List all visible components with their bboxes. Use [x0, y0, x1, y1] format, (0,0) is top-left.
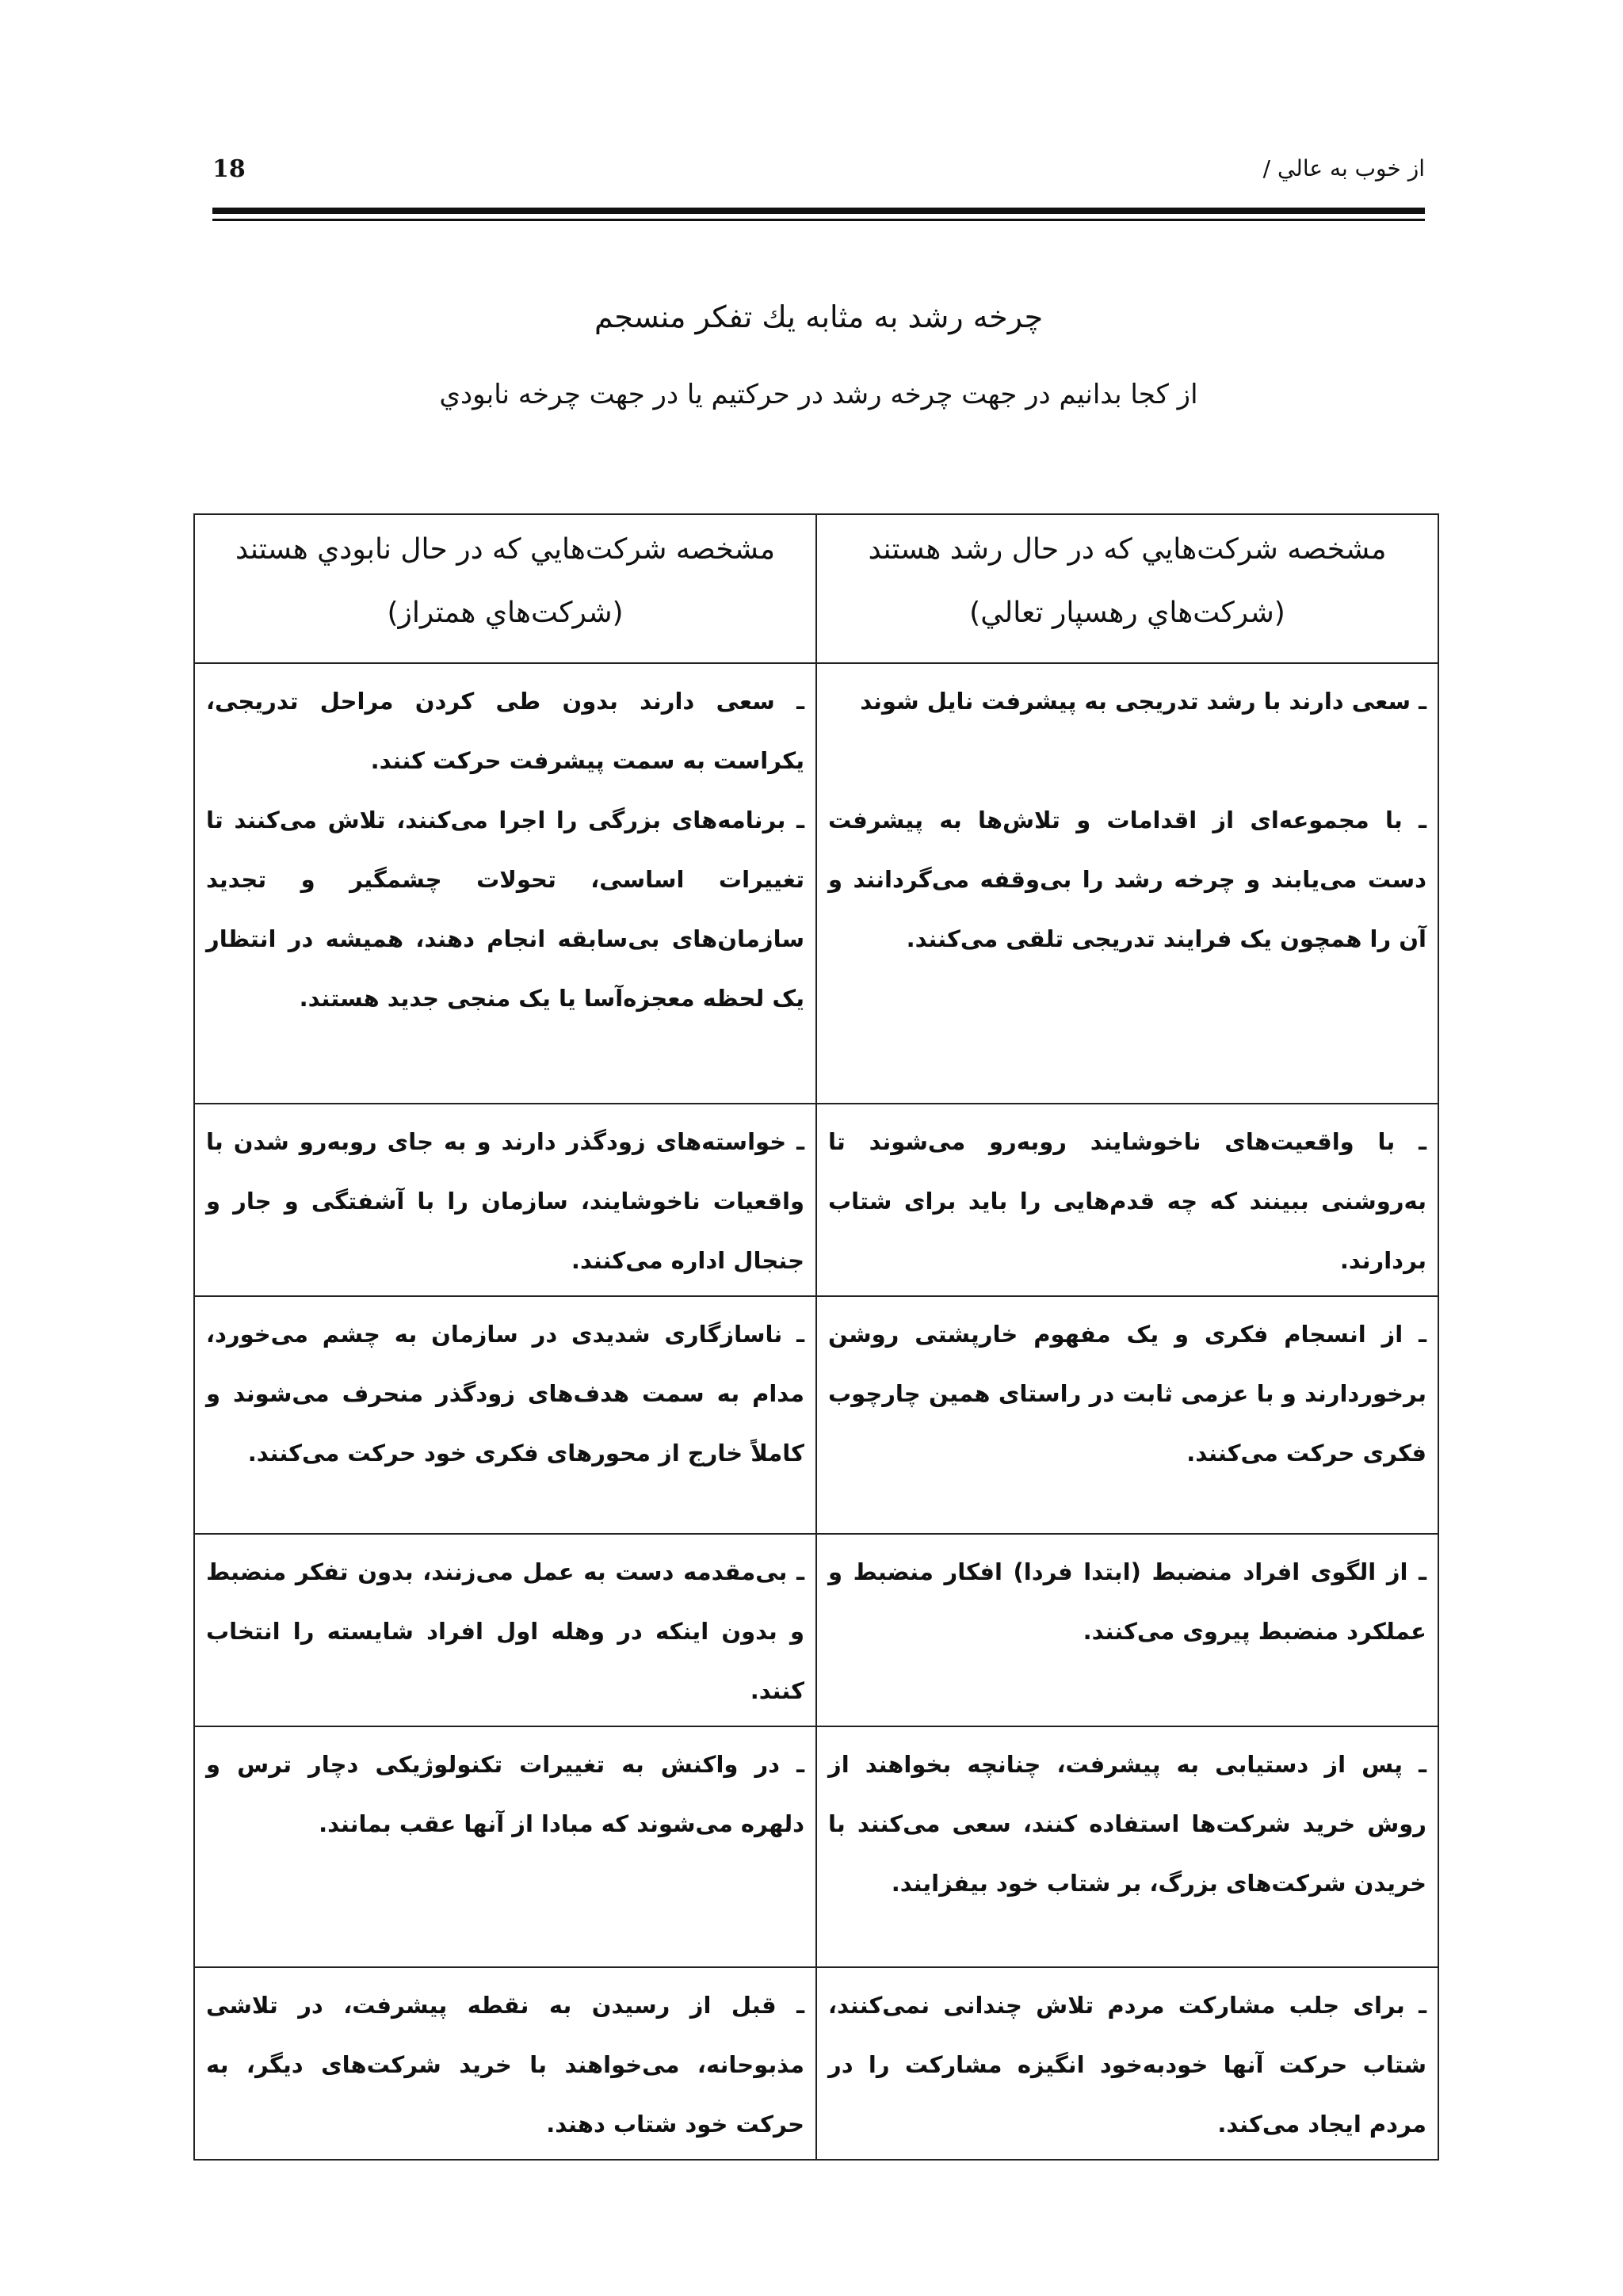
cell-decline: [194, 1726, 816, 1967]
comparison-table: [193, 513, 1439, 2161]
cell-growth: [816, 1104, 1438, 1296]
header-rule-thick: [212, 208, 1425, 214]
running-title: از خوب به عالي /: [1262, 155, 1425, 181]
table-row: [194, 1104, 1438, 1296]
cell-paragraph: ـ از انسجام فکری و یک مفهوم خارپشتی روشن برخوردارند و با عزمی ثابت در راستای همین چارچوب فکری حرکت می‌کنند.: [828, 1321, 1426, 1466]
table-header-row: [194, 514, 1438, 663]
header-decline: مشخصه شركت‌هايي كه در حال نابودي هستند (شركت‌هاي همتراز): [194, 514, 816, 663]
cell-growth: [816, 1296, 1438, 1534]
cell-paragraph: ـ برنامه‌های بزرگی را اجرا می‌کنند، تلاش می‌کنند تا تغییرات اساسی، تحولات چشمگیر و تجدید سازمان‌های بی‌سابقه انجام دهند، همیشه در انتظار یک لحظه معجزه‌آسا یا یک منجی جدید هستند.: [206, 807, 804, 1012]
cell-paragraph: ـ با واقعیت‌های ناخوشایند روبه‌رو می‌شوند تا به‌روشنی ببینند که چه قدم‌هایی را باید برای شتاب بردارند.: [828, 1128, 1426, 1274]
cell-paragraph: ـ ناسازگاری شدیدی در سازمان به چشم می‌خورد، مدام به سمت هدف‌های زودگذر منحرف می‌شوند و کاملاً خارج از محورهای فکری خود حرکت می‌کنند.: [206, 1321, 804, 1466]
cell-paragraph: ـ سعی دارند با رشد تدریجی به پیشرفت نایل شوند: [860, 688, 1426, 715]
cell-decline: [194, 1104, 816, 1296]
cell-paragraph: ـ برای جلب مشارکت مردم تلاش چندانی نمی‌کنند، شتاب حرکت آنها خودبه‌خود انگیزه مشارکت را در مردم ایجاد می‌کند.: [828, 1992, 1426, 2138]
cell-paragraph: ـ بی‌مقدمه دست به عمل می‌زنند، بدون تفکر منضبط و بدون اینکه در وهله اول افراد شایسته را انتخاب کنند.: [206, 1558, 804, 1704]
cell-paragraph: ـ سعی دارند بدون طی کردن مراحل تدریجی، یکراست به سمت پیشرفت حرکت کنند.: [206, 688, 804, 774]
cell-decline: [194, 663, 816, 1104]
table-row: [194, 1967, 1438, 2160]
page-number: 18: [212, 155, 246, 183]
header-rule-thin: [212, 219, 1425, 221]
cell-paragraph: ـ پس از دستیابی به پیشرفت، چنانچه بخواهند از روش خرید شرکت‌ها استفاده کنند، سعی می‌کنند با خریدن شرکت‌های بزرگ، بر شتاب خود بیفزایند.: [828, 1751, 1426, 1897]
cell-paragraph: ـ قبل از رسیدن به نقطه پیشرفت، در تلاشی مذبوحانه، می‌خواهند با خرید شرکت‌های دیگر، به حرکت خود شتاب دهند.: [206, 1992, 804, 2138]
cell-decline: [194, 1967, 816, 2160]
page-header: [212, 151, 1425, 198]
cell-paragraph: ـ با مجموعه‌ای از اقدامات و تلاش‌ها به پیشرفت دست می‌یابند و چرخه رشد را بی‌وقفه می‌گردانند و آن را همچون یک فرایند تدریجی تلقی می‌کنند.: [828, 807, 1426, 952]
table-row: [194, 1534, 1438, 1726]
section-subtitle: از كجا بدانيم در جهت چرخه رشد در حركتيم يا در جهت چرخه نابودي: [439, 379, 1198, 410]
cell-growth: [816, 663, 1438, 1104]
header-growth: مشخصه شركت‌هايي كه در حال رشد هستند (شركت‌هاي رهسپار تعالي): [816, 514, 1438, 663]
cell-growth: [816, 1534, 1438, 1726]
cell-decline: [194, 1296, 816, 1534]
cell-growth: [816, 1967, 1438, 2160]
table-row: [194, 1296, 1438, 1534]
cell-paragraph: ـ در واکنش به تغییرات تکنولوژیکی دچار ترس و دلهره می‌شوند که مبادا از آنها عقب بمانند.: [206, 1751, 804, 1837]
cell-growth: [816, 1726, 1438, 1967]
table-row: [194, 663, 1438, 1104]
section-title: چرخه رشد به مثابه يك تفكر منسجم: [594, 299, 1044, 334]
cell-decline: [194, 1534, 816, 1726]
cell-paragraph: ـ از الگوی افراد منضبط (ابتدا فردا) افکار منضبط و عملکرد منضبط پیروی می‌کنند.: [828, 1558, 1426, 1645]
cell-paragraph: ـ خواسته‌های زودگذر دارند و به جای روبه‌رو شدن با واقعیات ناخوشایند، سازمان را با آشفتگی و جار و جنجال اداره می‌کنند.: [206, 1128, 804, 1274]
table-row: [194, 1726, 1438, 1967]
